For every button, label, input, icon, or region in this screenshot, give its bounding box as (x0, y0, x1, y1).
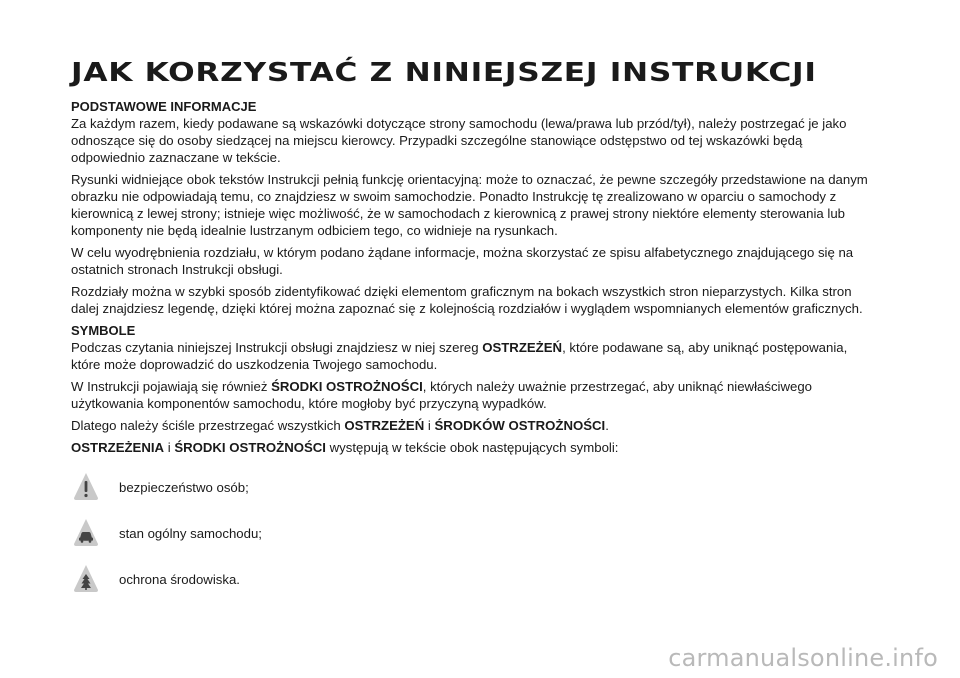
text: i (164, 440, 175, 455)
text: . (605, 418, 609, 433)
symbol-row-people-safety (71, 468, 871, 506)
bold-term: OSTRZEŻEŃ (344, 418, 425, 433)
bold-term: ŚRODKI OSTROŻNOŚCI (174, 440, 326, 455)
symbol-label: bezpieczeństwo osób; (119, 479, 249, 495)
section-heading-symbols: SYMBOLE (71, 323, 136, 338)
symbol-row-vehicle (71, 514, 871, 552)
page-title: JAK KORZYSTAĆ Z NINIEJSZEJ INSTRUKCJI (71, 58, 817, 88)
text: i (424, 418, 435, 433)
paragraph: Rysunki widniejące obok tekstów Instrukcji pełnią funkcję orientacyjną: może to oznaczać, że pewne szczegóły przedstawione na danym obrazku nie odpowiadają temu, co znajdziesz w swoim samochodzie. Ponadto Instrukcję tę zrealizowano w oparciu o samochody z kierownicą z lewej strony; istnieje więc możliwość, że w samochodach z kierownicą z prawej strony niektóre elementy sterowania lub komponenty nie będą idealnie lustrzanym odbiciem tego, co widnieje na rysunkach. (71, 172, 868, 238)
text: , które podawane są, aby uniknąć postępowania, które może doprowadzić do uszkodzenia Twojego samochodu. (71, 340, 848, 372)
section-heading-basic-info: PODSTAWOWE INFORMACJE (71, 99, 257, 114)
manual-page (71, 58, 871, 598)
paragraph (71, 378, 871, 412)
paragraph: Za każdym razem, kiedy podawane są wskazówki dotyczące strony samochodu (lewa/prawa lub przód/tył), należy postrzegać je jako odnoszące się do osoby siedzącej na miejscu kierowcy. Przypadki szczególne stanowiące odstępstwo od tej wskazówki będą odpowiednio zaznaczane w tekście. (71, 116, 847, 165)
bold-term: OSTRZEŻENIA (71, 440, 165, 455)
warning-person-icon (73, 471, 99, 503)
text: Dlatego należy ściśle przestrzegać wszystkich (71, 418, 345, 433)
paragraph (71, 417, 871, 434)
paragraph (71, 439, 871, 456)
text: występują w tekście obok następujących symboli: (325, 440, 619, 455)
watermark: carmanualsonline.info (668, 644, 938, 672)
text: , których należy uważnie przestrzegać, aby uniknąć niewłaściwego użytkowania komponentów samochodu, które mogłoby być przyczyną wypadków. (71, 379, 812, 411)
warning-tree-icon (73, 563, 99, 595)
paragraph: Rozdziały można w szybki sposób zidentyfikować dzięki elementom graficznym na bokach wszystkich stron nieparzystych. Kilka stron dalej znajdziesz legendę, dzięki której można zapoznać się z kolejnością rozdziałów i wyglądem wspomnianych elementów graficznych. (71, 284, 863, 316)
paragraph: W celu wyodrębnienia rozdziału, w którym podano żądane informacje, można skorzystać ze spisu alfabetycznego znajdującego się na ostatnich stronach Instrukcji obsługi. (71, 245, 854, 277)
symbol-label: stan ogólny samochodu; (119, 525, 262, 541)
text: Podczas czytania niniejszej Instrukcji obsługi znajdziesz w niej szereg (71, 340, 483, 355)
symbol-row-environment (71, 560, 871, 598)
paragraph (71, 339, 871, 373)
warning-car-icon (73, 517, 99, 549)
symbol-label: ochrona środowiska. (119, 571, 240, 587)
bold-term: OSTRZEŻEŃ (482, 340, 563, 355)
bold-term: ŚRODKÓW OSTROŻNOŚCI (434, 418, 606, 433)
bold-term: ŚRODKI OSTROŻNOŚCI (271, 379, 423, 394)
text: W Instrukcji pojawiają się również (71, 379, 272, 394)
